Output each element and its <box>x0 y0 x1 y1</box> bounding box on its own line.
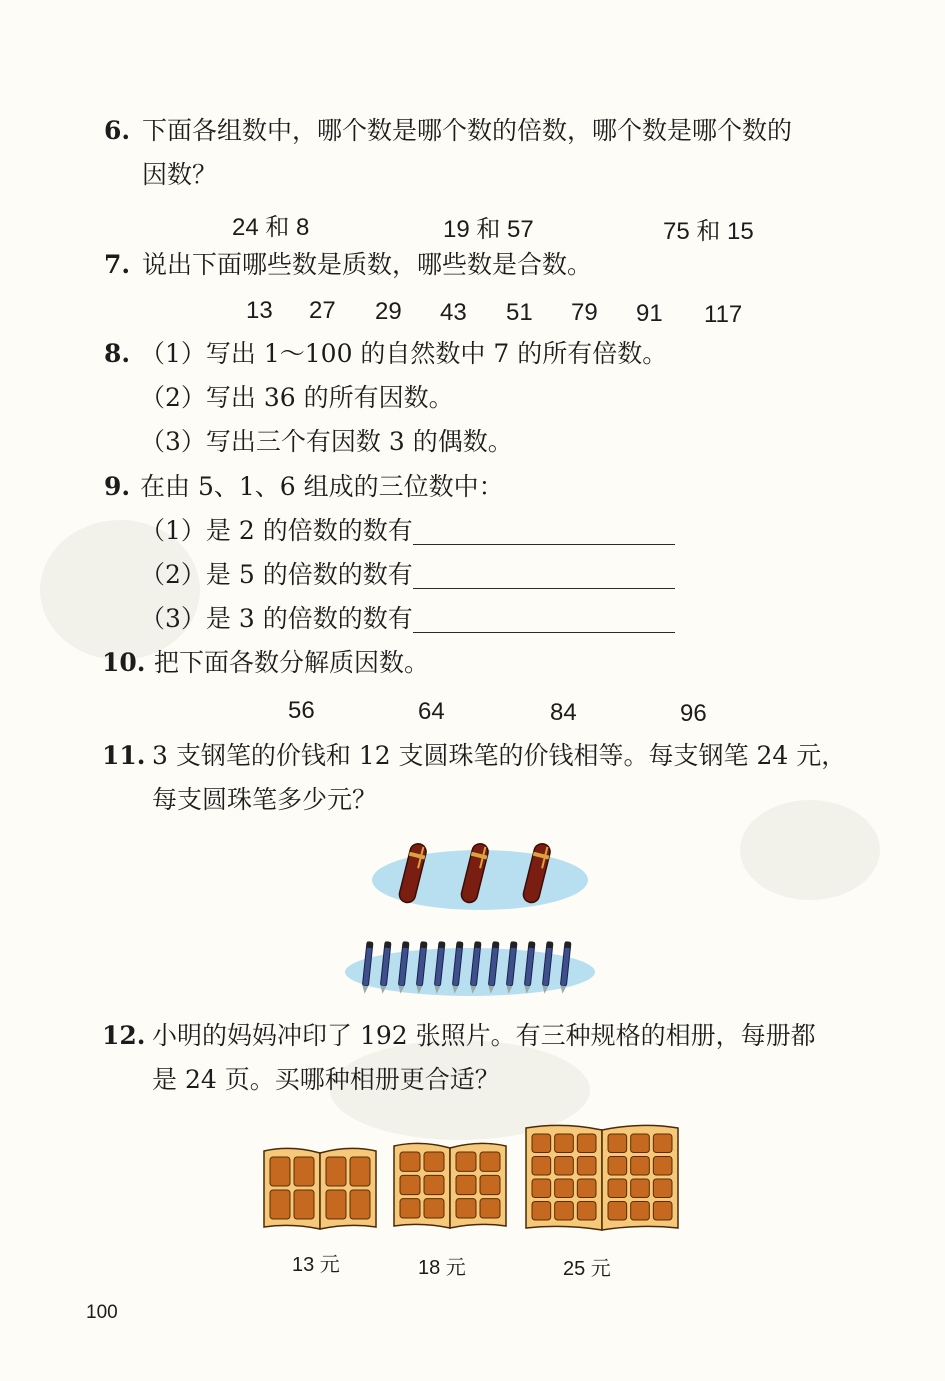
photo-slot <box>480 1199 500 1218</box>
number: 84 <box>550 699 577 726</box>
album-price: 13 元 <box>292 1254 340 1276</box>
photo-album-small <box>262 1145 378 1233</box>
number: 13 <box>246 297 273 324</box>
fill-in-item <box>140 562 675 589</box>
question-text: 在由 5、1、6 组成的三位数中： <box>140 472 504 501</box>
question-text: 3 支钢笔的价钱和 12 支圆珠笔的价钱相等。每支钢笔 24 元， <box>152 741 847 770</box>
photo-slot <box>350 1190 370 1219</box>
number: 51 <box>506 299 533 326</box>
question-text: 小明的妈妈冲印了 192 张照片。有三种规格的相册，每册都 <box>152 1021 816 1050</box>
question-number: 12. <box>102 1021 146 1050</box>
page-number: 100 <box>86 1302 118 1323</box>
photo-slot <box>532 1179 551 1198</box>
question-text: 说出下面哪些数是质数，哪些数是合数。 <box>142 250 593 279</box>
photo-slot <box>532 1157 551 1176</box>
photo-slot <box>631 1134 650 1153</box>
photo-slot <box>424 1152 444 1171</box>
photo-slot <box>294 1190 314 1219</box>
photo-slot <box>577 1202 596 1221</box>
photo-slot <box>294 1157 314 1186</box>
number-pair: 24 和 8 <box>232 214 310 241</box>
photo-slot <box>400 1199 420 1218</box>
album-price: 18 元 <box>418 1257 466 1279</box>
photo-slot <box>555 1202 574 1221</box>
fill-in-item <box>140 606 675 633</box>
album-price: 25 元 <box>563 1258 611 1280</box>
photo-slot <box>350 1157 370 1186</box>
question-number: 11. <box>102 741 146 770</box>
sub-question: （1）写出 1～100 的自然数中 7 的所有倍数。 <box>140 339 668 368</box>
photo-slot <box>608 1179 627 1198</box>
photo-slot <box>326 1157 346 1186</box>
photo-slot <box>326 1190 346 1219</box>
sub-question: （2）写出 36 的所有因数。 <box>140 383 454 412</box>
question-12-line-2: 是 24 页。买哪种相册更合适？ <box>152 1065 500 1094</box>
answer-blank[interactable] <box>413 568 675 589</box>
album <box>526 1125 678 1230</box>
question-6-line-2: 因数？ <box>142 160 218 189</box>
photo-slot <box>577 1179 596 1198</box>
photo-slot <box>456 1199 476 1218</box>
photo-slot <box>480 1152 500 1171</box>
fill-in-item <box>140 518 675 545</box>
photo-slot <box>577 1157 596 1176</box>
fill-in-label: （3）是 3 的倍数的数有 <box>140 604 413 633</box>
question-12 <box>102 1023 816 1048</box>
number: 43 <box>440 299 467 326</box>
fountain-pens-illustration <box>370 838 590 918</box>
question-11-line-2: 每支圆珠笔多少元？ <box>152 785 378 814</box>
number-pair: 19 和 57 <box>443 216 534 243</box>
question-number: 6. <box>104 116 131 145</box>
photo-slot <box>631 1202 650 1221</box>
photo-slot <box>400 1175 420 1194</box>
photo-slot <box>456 1175 476 1194</box>
photo-slot <box>608 1134 627 1153</box>
number-pair: 75 和 15 <box>663 218 754 245</box>
photo-slot <box>555 1134 574 1153</box>
fill-in-label: （1）是 2 的倍数的数有 <box>140 516 413 545</box>
question-9 <box>104 474 504 499</box>
number: 56 <box>288 697 315 724</box>
photo-slot <box>608 1157 627 1176</box>
photo-album-medium <box>392 1140 508 1232</box>
album <box>394 1143 506 1228</box>
photo-slot <box>456 1152 476 1171</box>
photo-album-large <box>524 1122 680 1234</box>
fill-in-label: （2）是 5 的倍数的数有 <box>140 560 413 589</box>
question-11 <box>102 743 846 768</box>
photo-slot <box>653 1157 672 1176</box>
number: 91 <box>636 300 663 327</box>
number: 96 <box>680 700 707 727</box>
ballpoint-pens-illustration <box>340 938 600 1000</box>
question-6 <box>104 118 792 143</box>
photo-slot <box>653 1202 672 1221</box>
answer-blank[interactable] <box>413 524 675 545</box>
number: 79 <box>571 299 598 326</box>
question-number: 8. <box>104 339 131 368</box>
photo-slot <box>653 1179 672 1198</box>
number: 29 <box>375 298 402 325</box>
question-text: 下面各组数中，哪个数是哪个数的倍数，哪个数是哪个数的 <box>142 116 793 145</box>
photo-slot <box>424 1175 444 1194</box>
photo-slot <box>555 1157 574 1176</box>
background-blob <box>740 800 880 900</box>
question-number: 10. <box>102 648 146 677</box>
photo-slot <box>270 1190 290 1219</box>
question-7 <box>104 252 592 277</box>
photo-slot <box>424 1199 444 1218</box>
photo-slot <box>400 1152 420 1171</box>
answer-blank[interactable] <box>413 612 675 633</box>
number: 27 <box>309 297 336 324</box>
album <box>264 1148 376 1229</box>
sub-question: （3）写出三个有因数 3 的偶数。 <box>140 427 513 456</box>
question-10 <box>102 650 429 675</box>
photo-slot <box>270 1157 290 1186</box>
photo-slot <box>608 1202 627 1221</box>
question-8 <box>104 341 667 366</box>
photo-slot <box>653 1134 672 1153</box>
photo-slot <box>631 1157 650 1176</box>
photo-slot <box>631 1179 650 1198</box>
number: 64 <box>418 698 445 725</box>
question-number: 9. <box>104 472 131 501</box>
photo-slot <box>577 1134 596 1153</box>
photo-slot <box>480 1175 500 1194</box>
photo-slot <box>555 1179 574 1198</box>
question-number: 7. <box>104 250 131 279</box>
photo-slot <box>532 1134 551 1153</box>
number: 117 <box>704 301 743 328</box>
photo-slot <box>532 1202 551 1221</box>
question-text: 把下面各数分解质因数。 <box>154 648 430 677</box>
